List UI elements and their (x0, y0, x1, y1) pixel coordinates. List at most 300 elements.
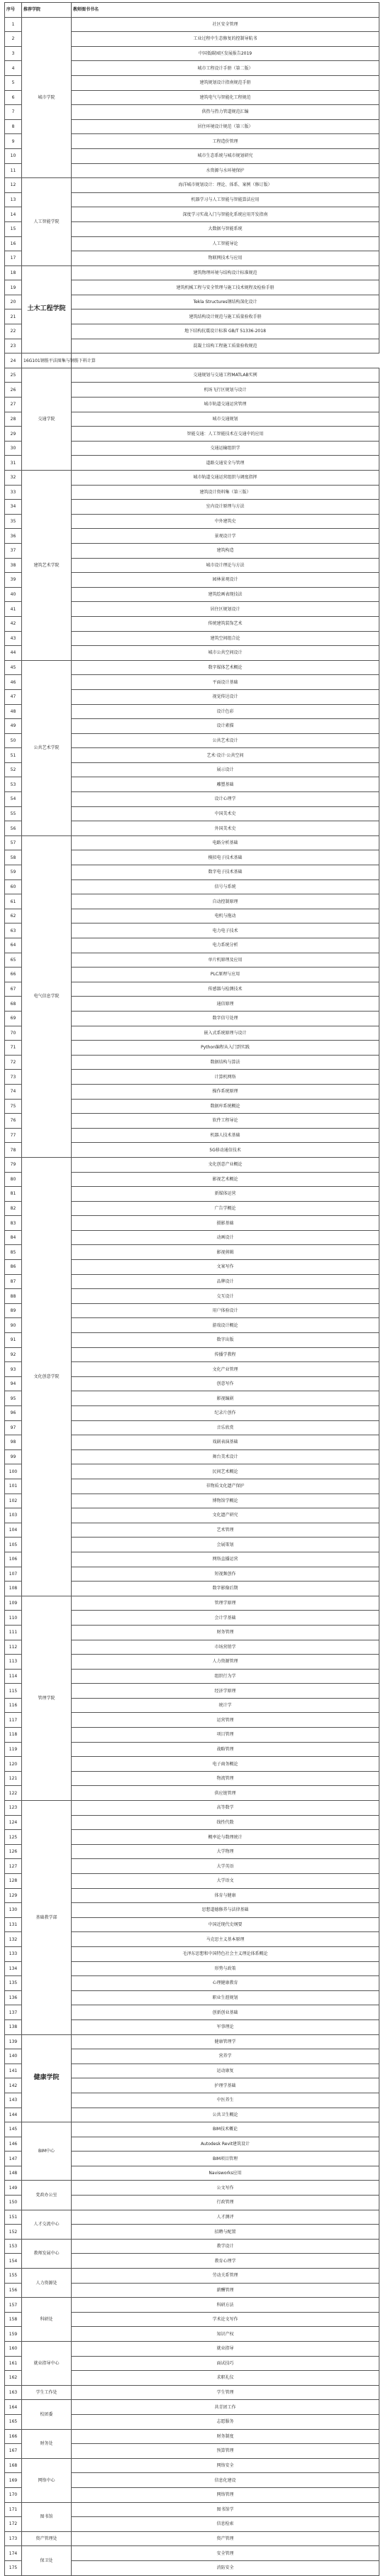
department-cell: 教师发展中心 (22, 2239, 72, 2268)
book-title: 传感器与检测技术 (72, 982, 379, 997)
department-cell: 电气信息学院 (22, 835, 72, 1157)
department-cell: 文化创意学院 (22, 1157, 72, 1596)
book-title: 图书馆学 (72, 2502, 379, 2517)
book-title: 交通运输组织学 (72, 441, 379, 456)
department-cell: 网络中心 (22, 2458, 72, 2502)
book-title: 创意写作 (72, 1376, 379, 1391)
book-title: 中国美术史 (72, 806, 379, 821)
row-number: 24 (5, 353, 22, 368)
row-number: 151 (5, 2210, 22, 2225)
book-title: 中外建筑史 (72, 514, 379, 529)
table-row (5, 1801, 379, 1816)
book-title: 景观设计学 (72, 529, 379, 544)
row-number: 74 (5, 1084, 22, 1099)
row-number: 13 (5, 192, 22, 207)
table-row (5, 2239, 379, 2254)
book-title: 信息检索 (72, 2517, 379, 2532)
row-number: 20 (5, 295, 22, 309)
row-number: 37 (5, 543, 22, 558)
book-title: 机场飞行区规划与设计 (72, 383, 379, 398)
book-title: 会展策划 (72, 1538, 379, 1552)
book-title: 军事理论 (72, 2019, 379, 2034)
table-row (5, 835, 379, 850)
row-number: 35 (5, 514, 22, 529)
book-title: 志愿服务 (72, 2414, 379, 2429)
book-title: 外国美术史 (72, 821, 379, 836)
table-row (5, 2429, 379, 2444)
row-number: 134 (5, 1961, 22, 1976)
book-title: 城市设计理论与方法 (72, 558, 379, 573)
department-cell: 保卫处 (22, 2546, 72, 2575)
row-number: 161 (5, 2356, 22, 2371)
row-number: 55 (5, 806, 22, 821)
book-title: 管理学原理 (72, 1596, 379, 1611)
row-number: 92 (5, 1347, 22, 1362)
book-title: 设计心理学 (72, 792, 379, 807)
book-title: 会计学基础 (72, 1611, 379, 1626)
row-number: 71 (5, 1041, 22, 1056)
book-title: 求职礼仪 (72, 2371, 379, 2386)
row-number: 113 (5, 1655, 22, 1670)
book-title: 设计色彩 (72, 704, 379, 719)
row-number: 96 (5, 1406, 22, 1421)
book-title: 组织行为学 (72, 1669, 379, 1684)
row-number: 79 (5, 1157, 22, 1172)
row-number: 76 (5, 1114, 22, 1129)
book-title: 摄影基础 (72, 1216, 379, 1231)
book-title: 招聘与配置 (72, 2225, 379, 2240)
book-title: 战略管理 (72, 1742, 379, 1757)
book-title: 舞台美术设计 (72, 1449, 379, 1464)
book-title: BIM项目管理 (72, 2152, 379, 2166)
book-title: 人工智能导论 (72, 236, 379, 251)
row-number: 110 (5, 1611, 22, 1626)
book-title: 就业指导 (72, 2342, 379, 2357)
book-title: 建筑设计资料集（第三版） (72, 485, 379, 500)
book-title: 交通规划与交通工程MATLAB实例 (72, 368, 379, 383)
table-row (5, 2458, 379, 2473)
book-title: 市场营销学 (72, 1640, 379, 1655)
row-number: 101 (5, 1479, 22, 1493)
row-number: 60 (5, 879, 22, 894)
row-number: 169 (5, 2473, 22, 2488)
row-number: 9 (5, 134, 22, 149)
book-title: 思想道德修养与法律基础 (72, 1903, 379, 1918)
row-number: 25 (5, 368, 22, 383)
row-number: 73 (5, 1070, 22, 1085)
book-title: 公共卫生概论 (72, 2108, 379, 2122)
row-number: 38 (5, 558, 22, 573)
row-number: 98 (5, 1435, 22, 1450)
book-title: Autodesk Revit建筑设计 (72, 2137, 379, 2152)
row-number: 51 (5, 748, 22, 763)
book-title: 心理健康教育 (72, 1976, 379, 1991)
row-number: 148 (5, 2166, 22, 2181)
row-number: 170 (5, 2487, 22, 2502)
book-title: 操作系统原理 (72, 1084, 379, 1099)
row-number: 108 (5, 1582, 22, 1596)
book-title: 数字电子技术基础 (72, 865, 379, 880)
row-number: 125 (5, 1830, 22, 1845)
department-cell: 财务处 (22, 2429, 72, 2458)
row-number: 126 (5, 1844, 22, 1859)
book-title: 科研方法 (72, 2298, 379, 2313)
book-title: 智能交通：人工智能技术在交通中的应用 (72, 427, 379, 442)
book-title: 室内设计原理与方法 (72, 500, 379, 515)
book-title: 展示设计 (72, 762, 379, 777)
row-number: 46 (5, 675, 22, 690)
book-title: 交互设计 (72, 1289, 379, 1304)
row-number: 8 (5, 119, 22, 134)
book-title: Tekla Structures钢结构深化设计 (72, 295, 379, 309)
row-number: 1 (5, 17, 22, 32)
book-title: 供热与热力管道规范汇编 (72, 105, 379, 120)
row-number: 106 (5, 1552, 22, 1567)
book-title: 电路分析基础 (72, 835, 379, 850)
department-cell: 建筑艺术学院 (22, 471, 72, 661)
book-title: 财务管理 (72, 1625, 379, 1640)
row-number: 78 (5, 1143, 22, 1158)
book-title: 工程造价管理 (72, 134, 379, 149)
book-title: 教学设计 (72, 2239, 379, 2254)
book-title: 城市交通规划 (72, 412, 379, 427)
book-title: 城市轨道交通运营管理 (72, 398, 379, 412)
book-title: 中医养生 (72, 2093, 379, 2108)
row-number: 167 (5, 2444, 22, 2459)
book-title: 薪酬管理 (72, 2283, 379, 2298)
row-number: 58 (5, 850, 22, 865)
book-title: 音乐欣赏 (72, 1420, 379, 1435)
book-title: 文化遗产研究 (72, 1508, 379, 1523)
row-number: 75 (5, 1099, 22, 1114)
book-title: 戏剧表演基础 (72, 1435, 379, 1450)
row-number: 115 (5, 1684, 22, 1699)
row-number: 63 (5, 923, 22, 938)
book-title: 项目管理 (72, 1728, 379, 1743)
department-cell: 图书馆 (22, 2502, 72, 2531)
row-number: 36 (5, 529, 22, 544)
row-number: 56 (5, 821, 22, 836)
book-title: 信息化建设 (72, 2473, 379, 2488)
row-number: 158 (5, 2312, 22, 2327)
row-number: 103 (5, 1508, 22, 1523)
row-number: 67 (5, 982, 22, 997)
book-title: 体育与健康 (72, 1888, 379, 1903)
book-title: 面试技巧 (72, 2356, 379, 2371)
row-number: 105 (5, 1538, 22, 1552)
row-number: 57 (5, 835, 22, 850)
table-row (5, 660, 379, 675)
book-title: 短视频创作 (72, 1567, 379, 1582)
row-number: 166 (5, 2429, 22, 2444)
book-title: BIM技术概论 (72, 2122, 379, 2137)
row-number: 66 (5, 968, 22, 982)
book-title: 文化产业管理 (72, 1362, 379, 1377)
book-title: 大学物理 (72, 1844, 379, 1859)
row-number: 168 (5, 2458, 22, 2473)
row-number: 156 (5, 2283, 22, 2298)
row-number: 83 (5, 1216, 22, 1231)
table-row (5, 1596, 379, 1611)
row-number: 155 (5, 2269, 22, 2284)
row-number: 41 (5, 602, 22, 617)
row-number: 145 (5, 2122, 22, 2137)
department-cell: 城市学院 (22, 17, 72, 178)
row-number: 93 (5, 1362, 22, 1377)
row-number: 174 (5, 2546, 22, 2561)
book-title: 经济学原理 (72, 1684, 379, 1699)
book-title: 纪录片创作 (72, 1406, 379, 1421)
department-cell: 人力资源处 (22, 2269, 72, 2298)
book-title: 新媒体运营 (72, 1187, 379, 1202)
row-number: 172 (5, 2517, 22, 2532)
book-title: 安全管理 (72, 2546, 379, 2561)
department-cell: 人才交流中心 (22, 2210, 72, 2239)
row-number: 30 (5, 441, 22, 456)
book-title: 公共艺术设计 (72, 733, 379, 748)
row-number: 147 (5, 2152, 22, 2166)
row-number: 133 (5, 1946, 22, 1961)
row-number: 128 (5, 1874, 22, 1889)
row-number: 88 (5, 1289, 22, 1304)
book-title: 大学英语 (72, 1859, 379, 1874)
book-title: 人才测评 (72, 2210, 379, 2225)
row-number: 44 (5, 646, 22, 661)
book-title: 影视剪辑 (72, 1245, 379, 1260)
book-title: 社区安全管理 (72, 17, 379, 32)
book-title: 数字影像后期 (72, 1582, 379, 1596)
row-number: 153 (5, 2239, 22, 2254)
row-number: 137 (5, 2005, 22, 2020)
row-number: 31 (5, 456, 22, 471)
book-title: 建筑电气与智能化工程规范 (72, 90, 379, 105)
row-number: 4 (5, 61, 22, 76)
department-cell: 基础教学部 (22, 1801, 72, 2035)
book-title: 艺术管理 (72, 1523, 379, 1538)
row-number: 11 (5, 163, 22, 178)
book-title: 职业生涯规划 (72, 1990, 379, 2005)
row-number: 142 (5, 2078, 22, 2093)
row-number: 89 (5, 1303, 22, 1318)
book-title: 共青团工作 (72, 2400, 379, 2415)
table-row (5, 2342, 379, 2357)
book-title: 中国低碳园区发展报告2019 (72, 46, 379, 61)
book-title: 电子商务概论 (72, 1757, 379, 1772)
row-number: 140 (5, 2049, 22, 2064)
row-number: 77 (5, 1128, 22, 1143)
row-number: 149 (5, 2181, 22, 2196)
row-number: 18 (5, 265, 22, 280)
row-number: 27 (5, 398, 22, 412)
book-title: 物联网技术与应用 (72, 251, 379, 266)
row-number: 124 (5, 1815, 22, 1830)
book-title: 软件工程导论 (72, 1114, 379, 1129)
row-number: 49 (5, 719, 22, 734)
book-title: 预算管理 (72, 2444, 379, 2459)
row-number: 94 (5, 1376, 22, 1391)
book-title: 劳动关系管理 (72, 2269, 379, 2284)
row-number: 122 (5, 1786, 22, 1801)
book-title: 机器人技术基础 (72, 1128, 379, 1143)
row-number: 109 (5, 1596, 22, 1611)
header-title: 教师图书书名 (72, 3, 379, 18)
row-number: 118 (5, 1728, 22, 1743)
row-number: 81 (5, 1187, 22, 1202)
book-list-table (4, 2, 379, 2576)
book-title: 资产管理 (72, 2531, 379, 2546)
table-row (5, 2400, 379, 2415)
row-number: 80 (5, 1172, 22, 1187)
row-number: 144 (5, 2108, 22, 2122)
row-number: 19 (5, 280, 22, 295)
book-title: 护理学基础 (72, 2078, 379, 2093)
book-title: 深度学习实战入门与智能化系统应用开发指南 (72, 207, 379, 222)
book-title: 平面设计基础 (72, 675, 379, 690)
table-row (5, 2531, 379, 2546)
book-title: 数字信号处理 (72, 1011, 379, 1026)
row-number: 42 (5, 616, 22, 631)
department-cell: 管理学院 (22, 1596, 72, 1800)
book-title: 海洋城市规划设计：理论、体系、案例（修订版） (72, 178, 379, 193)
book-title: 数字媒体艺术概论 (72, 660, 379, 675)
table-row (5, 368, 379, 383)
row-number: 64 (5, 938, 22, 953)
table-row (5, 1157, 379, 1172)
book-title: 通信原理 (72, 997, 379, 1012)
book-title: 影视编剧 (72, 1391, 379, 1406)
table-row (5, 2210, 379, 2225)
row-number: 6 (5, 90, 22, 105)
book-title: 毛泽东思想和中国特色社会主义理论体系概论 (72, 1946, 379, 1961)
row-number: 23 (5, 339, 22, 353)
row-number: 141 (5, 2063, 22, 2078)
row-number: 29 (5, 427, 22, 442)
table-row (5, 2502, 379, 2517)
row-number: 84 (5, 1230, 22, 1245)
book-title: 运营管理 (72, 1713, 379, 1728)
row-number: 48 (5, 704, 22, 719)
row-number: 2 (5, 32, 22, 47)
row-number: 43 (5, 631, 22, 646)
book-title: 学术论文写作 (72, 2312, 379, 2327)
row-number: 131 (5, 1917, 22, 1932)
row-number: 65 (5, 953, 22, 968)
book-title: 教育心理学 (72, 2254, 379, 2269)
book-title: 民间艺术概论 (72, 1464, 379, 1479)
book-title: 混凝土结构工程施工质量验收规范 (72, 339, 379, 353)
book-title: 5G移动通信技术 (72, 1143, 379, 1158)
row-number: 157 (5, 2298, 22, 2313)
book-title: 运动康复 (72, 2063, 379, 2078)
book-title: 游戏设计概论 (72, 1318, 379, 1333)
row-number: 97 (5, 1420, 22, 1435)
row-number: 173 (5, 2531, 22, 2546)
department-cell: 资产管理处 (22, 2531, 72, 2546)
book-title: 模拟电子技术基础 (72, 850, 379, 865)
row-number: 86 (5, 1260, 22, 1275)
table-row (5, 2269, 379, 2284)
table-row (5, 2385, 379, 2400)
row-number: 175 (5, 2560, 22, 2575)
header-row (5, 3, 379, 18)
row-number: 130 (5, 1903, 22, 1918)
department-cell: 土木工程学院 (22, 265, 72, 353)
row-number: 112 (5, 1640, 22, 1655)
table-row (5, 2546, 379, 2561)
department-cell: 人工智能学院 (22, 178, 72, 266)
book-title: 行政管理 (72, 2196, 379, 2210)
row-number: 136 (5, 1990, 22, 2005)
row-number: 99 (5, 1449, 22, 1464)
table-row (5, 265, 379, 280)
department-cell: 党政办公室 (22, 2181, 72, 2210)
book-title: PLC原理与应用 (72, 968, 379, 982)
book-title: 传统建筑装饰艺术 (72, 616, 379, 631)
book-title: 用户体验设计 (72, 1303, 379, 1318)
table-row (5, 2298, 379, 2313)
row-number: 14 (5, 207, 22, 222)
department-cell: 科研处 (22, 2298, 72, 2342)
department-cell: 公共艺术学院 (22, 660, 72, 835)
book-title: 大数据与智能系统 (72, 221, 379, 236)
book-title: 园林景观设计 (72, 573, 379, 588)
book-title: 人力资源管理 (72, 1655, 379, 1670)
book-title: 学生管理 (72, 2385, 379, 2400)
book-title: 传播学教程 (72, 1347, 379, 1362)
row-number: 33 (5, 485, 22, 500)
row-number: 61 (5, 894, 22, 909)
book-title: 城市工程设计手册（第二版） (72, 61, 379, 76)
row-number: 91 (5, 1333, 22, 1348)
row-number: 70 (5, 1026, 22, 1041)
row-number: 116 (5, 1698, 22, 1713)
book-title: 建筑绘画表现技法 (72, 587, 379, 602)
row-number: 17 (5, 251, 22, 266)
table-row (5, 353, 379, 368)
book-title: 水资源与水环境保护 (72, 163, 379, 178)
book-title: 马克思主义基本原理 (72, 1932, 379, 1947)
book-title: 统计学 (72, 1698, 379, 1713)
book-title: 艺术·设计·公共空间 (72, 748, 379, 763)
book-title: 广告学概论 (72, 1201, 379, 1216)
row-number: 32 (5, 471, 22, 486)
row-number: 146 (5, 2137, 22, 2152)
book-title: 数据库系统概论 (72, 1099, 379, 1114)
row-number: 52 (5, 762, 22, 777)
book-title: 计算机网络 (72, 1070, 379, 1085)
row-number: 16 (5, 236, 22, 251)
book-title: 线性代数 (72, 1815, 379, 1830)
book-title: 形势与政策 (72, 1961, 379, 1976)
department-cell: 就业指导中心 (22, 2342, 72, 2386)
department-cell: 健康学院 (22, 2034, 72, 2122)
row-number: 54 (5, 792, 22, 807)
row-number: 5 (5, 75, 22, 90)
row-number: 21 (5, 309, 22, 324)
table-row (5, 2034, 379, 2049)
book-title: 网络管理 (72, 2487, 379, 2502)
row-number: 87 (5, 1274, 22, 1289)
row-number: 10 (5, 148, 22, 163)
row-number: 26 (5, 383, 22, 398)
row-number: 3 (5, 46, 22, 61)
row-number: 7 (5, 105, 22, 120)
row-number: 100 (5, 1464, 22, 1479)
table-row (5, 17, 379, 32)
book-title: 营养学 (72, 2049, 379, 2064)
book-title: 大学语文 (72, 1874, 379, 1889)
book-title: 建筑机械工程与安全管理与施工技术规程及检验手册 (72, 280, 379, 295)
